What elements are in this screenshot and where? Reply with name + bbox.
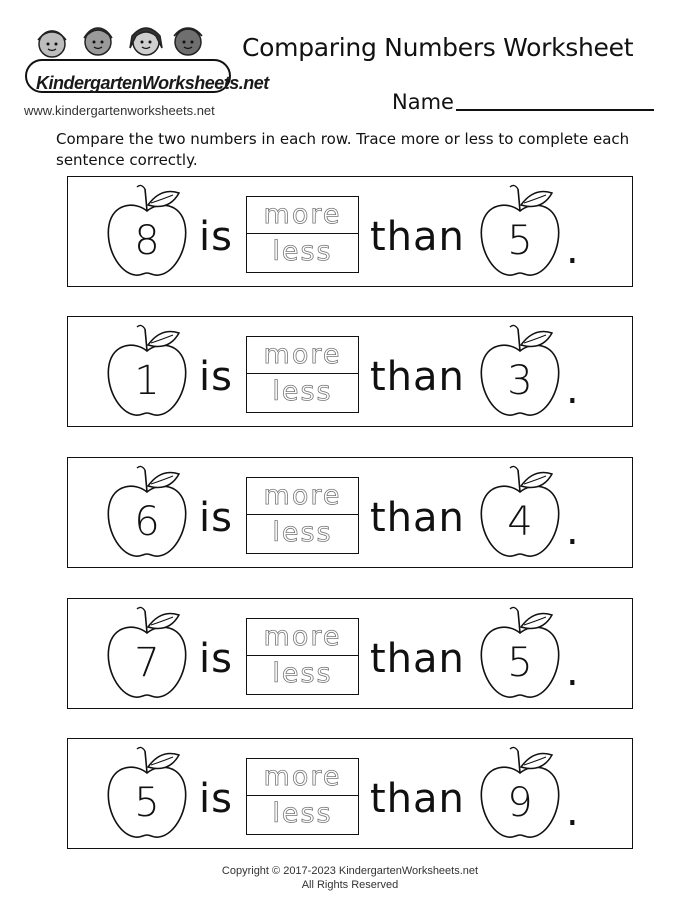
rights-text: All Rights Reserved bbox=[301, 879, 399, 891]
word-is: is bbox=[199, 495, 233, 541]
word-is: is bbox=[199, 214, 233, 260]
word-than: than bbox=[370, 495, 465, 541]
trace-more[interactable]: more bbox=[263, 621, 342, 652]
choice-divider bbox=[247, 373, 358, 374]
exercise-row bbox=[67, 316, 633, 427]
right-number: 9 bbox=[507, 780, 533, 826]
site-url[interactable]: www.kindergartenworksheets.net bbox=[24, 103, 215, 118]
trace-less[interactable]: less bbox=[272, 236, 333, 267]
left-number: 1 bbox=[134, 358, 160, 404]
exercise-row bbox=[67, 176, 633, 287]
trace-less[interactable]: less bbox=[272, 798, 333, 829]
word-than: than bbox=[370, 354, 465, 400]
name-label: Name bbox=[392, 90, 454, 114]
exercise-row bbox=[67, 457, 633, 568]
exercise-row bbox=[67, 598, 633, 709]
name-field[interactable] bbox=[392, 90, 654, 114]
trace-choice-box[interactable] bbox=[246, 758, 359, 835]
right-number: 3 bbox=[507, 358, 533, 404]
instructions: Compare the two numbers in each row. Trace more or less to complete each sentence correctly. bbox=[56, 130, 630, 169]
choice-divider bbox=[247, 795, 358, 796]
trace-less[interactable]: less bbox=[272, 376, 333, 407]
trace-choice-box[interactable] bbox=[246, 196, 359, 273]
worksheet-title: Comparing Numbers Worksheet bbox=[242, 33, 634, 62]
trace-choice-box[interactable] bbox=[246, 618, 359, 695]
exercise-row bbox=[67, 738, 633, 849]
name-line[interactable] bbox=[456, 108, 654, 111]
left-number: 5 bbox=[134, 780, 160, 826]
word-is: is bbox=[199, 354, 233, 400]
sentence-period: . bbox=[566, 508, 579, 554]
trace-choice-box[interactable] bbox=[246, 477, 359, 554]
left-number: 7 bbox=[134, 640, 160, 686]
right-number: 4 bbox=[507, 499, 533, 545]
sentence-period: . bbox=[566, 367, 579, 413]
word-is: is bbox=[199, 776, 233, 822]
word-is: is bbox=[199, 636, 233, 682]
word-than: than bbox=[370, 636, 465, 682]
right-number: 5 bbox=[507, 218, 533, 264]
sentence-period: . bbox=[566, 227, 579, 273]
left-number: 6 bbox=[134, 499, 160, 545]
sentence-period: . bbox=[566, 789, 579, 835]
trace-more[interactable]: more bbox=[263, 199, 342, 230]
choice-divider bbox=[247, 514, 358, 515]
trace-more[interactable]: more bbox=[263, 480, 342, 511]
sentence-period: . bbox=[566, 649, 579, 695]
word-than: than bbox=[370, 214, 465, 260]
choice-divider bbox=[247, 655, 358, 656]
trace-more[interactable]: more bbox=[263, 761, 342, 792]
trace-less[interactable]: less bbox=[272, 658, 333, 689]
copyright-text: Copyright © 2017-2023 KindergartenWorksheets.net bbox=[221, 865, 479, 877]
left-number: 8 bbox=[134, 218, 160, 264]
trace-less[interactable]: less bbox=[272, 517, 333, 548]
right-number: 5 bbox=[507, 640, 533, 686]
site-logo bbox=[22, 18, 269, 98]
word-than: than bbox=[370, 776, 465, 822]
trace-more[interactable]: more bbox=[263, 339, 342, 370]
choice-divider bbox=[247, 233, 358, 234]
footer bbox=[0, 864, 700, 892]
logo-text: KindergartenWorksheets.net bbox=[36, 73, 269, 93]
trace-choice-box[interactable] bbox=[246, 336, 359, 413]
